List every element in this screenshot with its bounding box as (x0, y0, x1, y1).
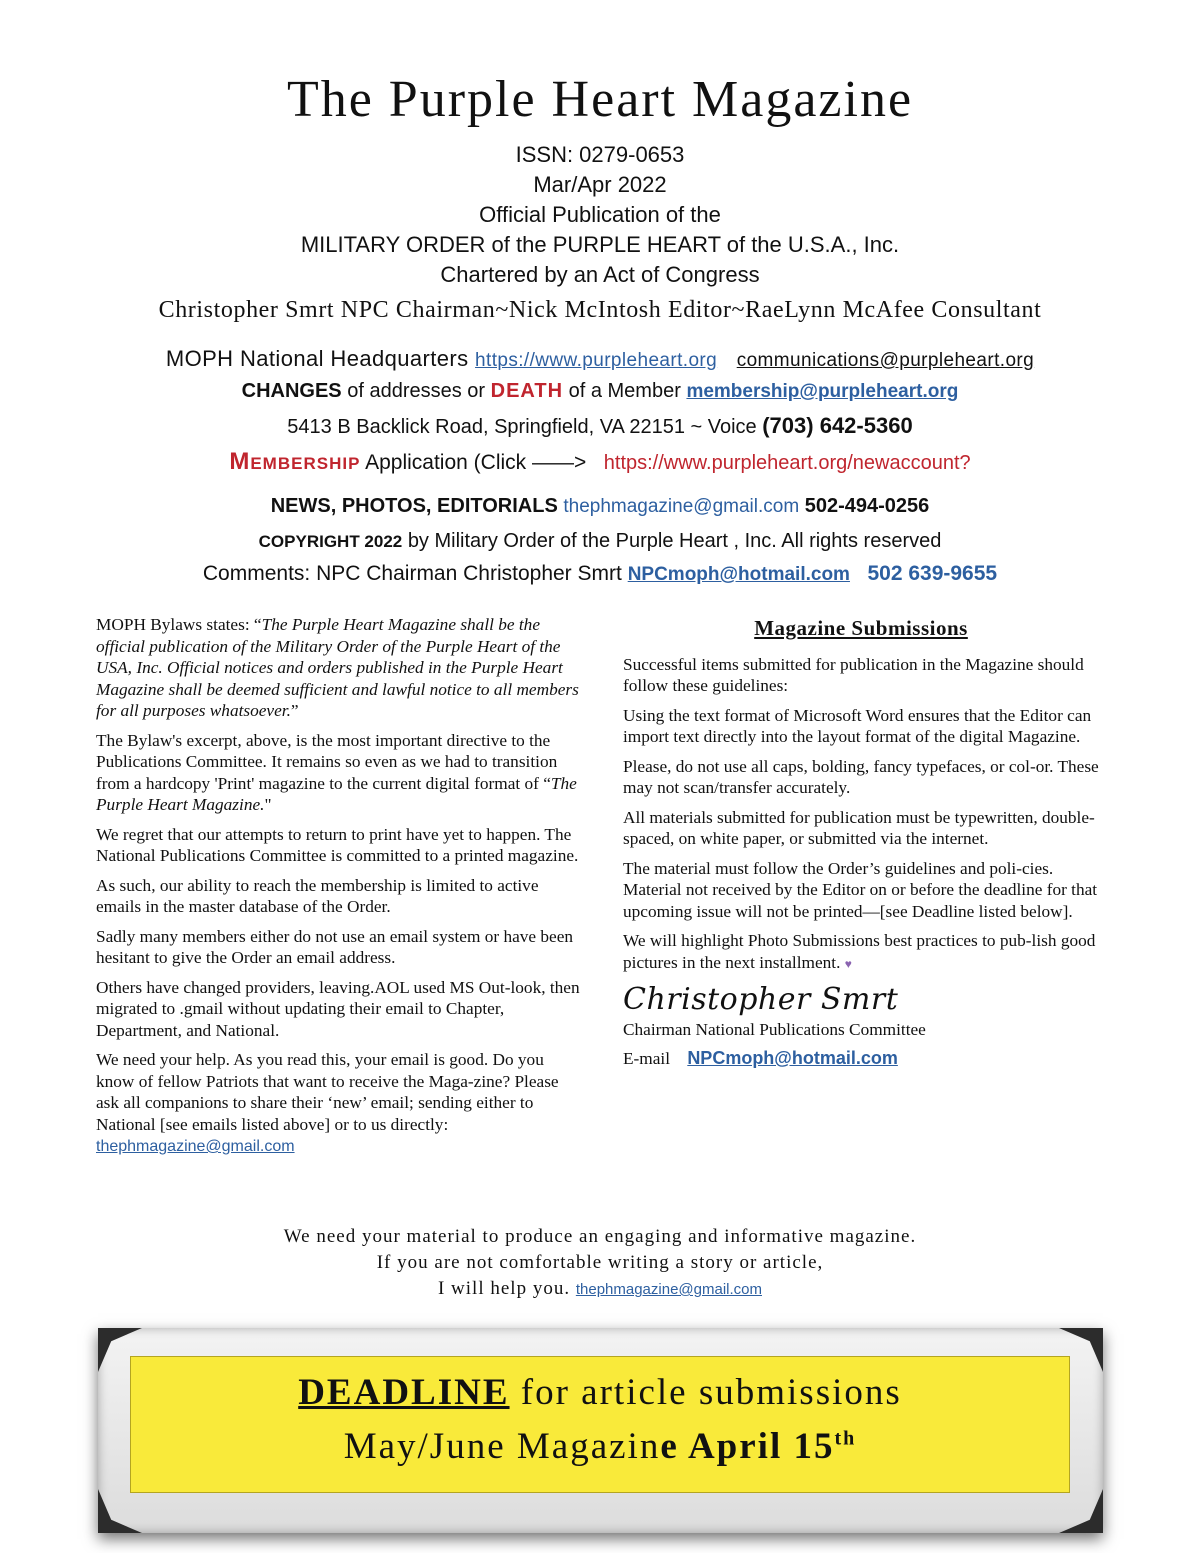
changes-line (0, 380, 1200, 403)
email-label: E-mail (623, 1049, 671, 1068)
bylaws-paragraph (96, 614, 580, 722)
help-text: We need your help. As you read this, your email is good. Do you know of fellow Patriots that want to receive the Maga-zine? Please ask all companions to share their ‘new’ email; sending either to National [see emails listed above] or to us directly: (96, 1050, 559, 1134)
issn: ISSN: 0279-0653 (515, 142, 685, 167)
typewritten-paragraph: All materials submitted for publication must be typewritten, double-spaced, on white paper, or submitted via the internet. (623, 807, 1095, 848)
excerpt-italic: The Purple Heart Magazine. (96, 773, 577, 814)
left-column (96, 614, 580, 1166)
issue-date: Mar/Apr 2022 (533, 172, 667, 197)
chairman-email-link[interactable]: NPCmoph@hotmail.com (687, 1048, 898, 1068)
no-caps-paragraph: Please, do not use all caps, bolding, fancy typefaces, or col-or. These may not scan/transfer accurately. (623, 756, 1099, 797)
hq-url-link[interactable]: https://www.purpleheart.org (475, 350, 718, 371)
hq-label: MOPH National Headquarters (165, 346, 469, 371)
membership-reach-paragraph: As such, our ability to reach the membership is limited to active emails in the master database of the Order. (96, 875, 539, 916)
closing-line-3 (0, 1276, 1200, 1303)
word-format-paragraph: Using the text format of Microsoft Word ensures that the Editor can import text directly into the layout format of the digital Magazine. (623, 705, 1092, 746)
hq-line (0, 346, 1200, 372)
heart-icon: ♥ (844, 956, 852, 971)
application-url-link[interactable]: https://www.purpleheart.org/newaccount? (603, 452, 971, 474)
right-column (623, 614, 1099, 1078)
comments-line (0, 562, 1200, 586)
closing-line-1: We need your material to produce an engaging and informative magazine. (283, 1226, 917, 1247)
closing-message (0, 1224, 1200, 1303)
email-hesitant-paragraph: Sadly many members either do not use an email system or have been hesitant to give the Order an email address. (96, 926, 574, 967)
hq-email-link[interactable]: communications@purpleheart.org (736, 350, 1035, 371)
deadline-date-suffix: th (834, 1427, 857, 1450)
changes-mid: of addresses or (347, 380, 486, 402)
signature-title: Chairman National Publications Committee (623, 1019, 926, 1039)
bylaws-close: ” (290, 701, 299, 720)
application-text: Application (Click ——> (365, 451, 587, 474)
changes-word: CHANGES (241, 380, 342, 402)
help-paragraph (96, 1049, 580, 1158)
official-publication: Official Publication of the (479, 202, 721, 227)
regret-paragraph: We regret that our attempts to return to print have yet to happen. The National Publications Committee is committed to a printed magazine. (96, 824, 579, 865)
copyright-line (0, 530, 1200, 553)
copyright-rest: by Military Order of the Purple Heart , Inc. All rights reserved (407, 530, 942, 552)
news-email-link[interactable]: thephmagazine@gmail.com (563, 496, 800, 517)
membership-word: Membership (229, 448, 361, 475)
address-line (0, 413, 1200, 439)
news-line (0, 495, 1200, 518)
chartered: Chartered by an Act of Congress (440, 262, 760, 287)
comments-phone: 502 639-9655 (867, 562, 998, 585)
signature: Christopher Smrt (623, 982, 899, 1017)
order-name: MILITARY ORDER of the PURPLE HEART of the U.S.A., Inc. (300, 232, 900, 257)
closing-line-2: If you are not comfortable writing a story or article, (376, 1252, 824, 1273)
deadline-line-1-rest: for article submissions (520, 1372, 902, 1413)
excerpt-close: " (264, 795, 272, 814)
bylaw-excerpt-paragraph (96, 730, 580, 816)
news-label: NEWS, PHOTOS, EDITORIALS (270, 495, 558, 517)
membership-email-link[interactable]: membership@purpleheart.org (686, 381, 959, 402)
photo-submissions-paragraph (623, 930, 1099, 975)
comments-label: Comments: NPC Chairman Christopher Smrt (202, 562, 622, 585)
submissions-intro: Successful items submitted for publication in the Magazine should follow these guidelines: (623, 654, 1084, 695)
closing-line-3-text: I will help you. (437, 1278, 571, 1299)
email-line (623, 1048, 1099, 1070)
address: 5413 B Backlick Road, Springfield, VA 22151 ~ Voice (287, 416, 757, 438)
news-phone: 502-494-0256 (804, 495, 930, 517)
staff-line: Christopher Smrt NPC Chairman~Nick McIntosh Editor~RaeLynn McAfee Consultant (158, 297, 1042, 323)
closing-email-link[interactable]: thephmagazine@gmail.com (575, 1281, 762, 1298)
photo-text: We will highlight Photo Submissions best practices to pub-lish good pictures in the next installment. (623, 931, 1096, 972)
membership-line (0, 448, 1200, 476)
deadline-line-2 (0, 1425, 1200, 1468)
page-title: The Purple Heart Magazine (286, 71, 914, 128)
deadline-date: e April 15 (660, 1426, 835, 1467)
deadline-line-2-start: May/June Magazin (343, 1426, 661, 1467)
bylaws-quote: The Purple Heart Magazine shall be the official publication of the Military Order of the Purple Heart of the USA, Inc. Official notices and orders published in the Purple Heart Magazine shall be deemed sufficient and lawful notice to all members for all purposes whatsoever. (96, 615, 579, 720)
death-word: DEATH (490, 380, 564, 402)
deadline-line-1 (0, 1371, 1200, 1414)
guidelines-paragraph: The material must follow the Order’s guidelines and poli-cies. Material not received by the Editor on or before the deadline for that upcoming issue will not be printed—[see Deadline listed below]. (623, 858, 1098, 921)
excerpt-text: The Bylaw's excerpt, above, is the most important directive to the Publications Committee. It remains so even as we had to transition from a hardcopy 'Print' magazine to the current digital format of “ (96, 730, 558, 793)
bylaws-intro: MOPH Bylaws states: “ (96, 615, 262, 634)
submissions-heading: Magazine Submissions (754, 616, 968, 640)
comments-email-link[interactable]: NPCmoph@hotmail.com (627, 564, 850, 585)
changes-end: of a Member (568, 380, 681, 402)
copyright-bold: COPYRIGHT 2022 (258, 532, 403, 551)
deadline-word: DEADLINE (298, 1372, 510, 1413)
phone: (703) 642-5360 (762, 413, 913, 438)
changed-providers-paragraph: Others have changed providers, leaving.AOL used MS Out-look, then migrated to .gmail without updating their email to Chapter, Department, and National. (96, 977, 580, 1040)
help-email-link[interactable]: thephmagazine@gmail.com (96, 1138, 295, 1155)
